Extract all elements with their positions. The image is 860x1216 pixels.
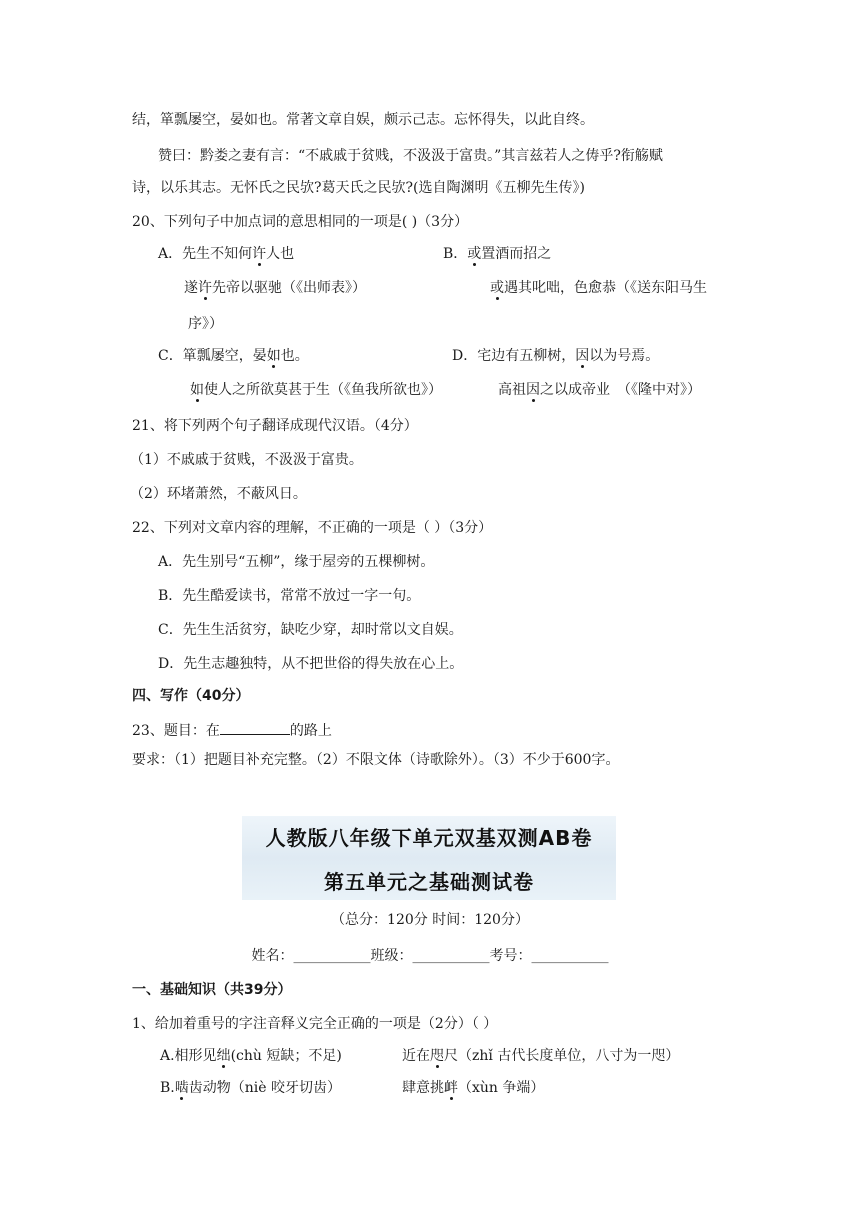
option-text: 遇其叱咄，色愈恭（《送东阳马生	[504, 280, 707, 296]
option-text: 先帝以驱驰（《出师表》）	[212, 280, 366, 296]
option-a1	[160, 1046, 342, 1066]
option-text: 肆意挑	[402, 1080, 444, 1096]
option-d1	[452, 346, 659, 366]
option-text: 以为号焉。	[589, 348, 660, 364]
option-c2	[190, 380, 442, 400]
option-text: B.	[160, 1080, 175, 1096]
option-d2	[498, 380, 701, 400]
option-text: 使人之所欲莫甚于生（《鱼我所欲也》）	[204, 382, 442, 398]
option-text: 人也	[266, 246, 295, 262]
option-a2	[184, 278, 366, 298]
question-text: 23、题目：在	[132, 723, 220, 739]
question-21-stem: 21、将下列两个句子翻译成现代汉语。（4分）	[132, 418, 418, 434]
question-23-stem	[132, 720, 332, 741]
question-21-sentence: （2）环堵萧然，不蔽风日。	[130, 486, 307, 502]
option-b2	[490, 278, 707, 298]
option-text: 齿动物（niè 咬牙切齿）	[188, 1080, 341, 1096]
passage-line: 赞曰：黔娄之妻有言：“不戚戚于贫贱，不汲汲于富贵。”其言兹若人之俦乎?衔觞赋	[158, 148, 663, 164]
banner-title: 人教版八年级下单元双基双测AB卷	[265, 826, 593, 850]
question-23-requirements: 要求：（1）把题目补充完整。（2）不限文体（诗歌除外）。（3）不少于600字。	[132, 752, 620, 768]
dotted-char: 如	[190, 382, 204, 398]
student-info-fields: 姓名：___________班级：___________考号：___________	[251, 948, 609, 964]
option-a: A．先生别号“五柳”，缘于屋旁的五棵柳树。	[158, 554, 435, 570]
dotted-char: 咫	[430, 1048, 444, 1064]
option-text: 近在	[402, 1048, 430, 1064]
option-b1	[160, 1078, 341, 1098]
question-text: 的路上	[289, 723, 332, 739]
dotted-char: 因	[575, 348, 590, 364]
dotted-char: 因	[526, 382, 540, 398]
option-b: B．先生酷爱读书，常常不放过一字一句。	[158, 588, 421, 604]
option-a2	[402, 1046, 679, 1066]
section-heading: 一、基础知识（共39分）	[132, 982, 292, 998]
option-b2-cont: 序》）	[188, 316, 223, 332]
option-text: 高祖	[498, 382, 526, 398]
option-text: 遂	[184, 280, 198, 296]
option-text: 置酒而招之	[481, 246, 552, 262]
answer-blank	[220, 720, 290, 735]
option-text: 也。	[280, 348, 309, 364]
banner-subtitle: 第五单元之基础测试卷	[324, 870, 534, 894]
score-time: （总分：120分 时间：120分）	[331, 912, 529, 928]
option-text: 尺（zhǐ 古代长度单位，八寸为一咫）	[444, 1048, 680, 1064]
option-a1	[158, 244, 294, 264]
dotted-char: 绌	[216, 1048, 231, 1064]
dotted-char: 啮	[174, 1080, 189, 1096]
option-text: D．宅边有五柳树，	[452, 348, 576, 364]
section-heading: 四、写作（40分）	[132, 688, 250, 704]
question-22-stem: 22、下列对文章内容的理解，不正确的一项是（ ）（3分）	[132, 520, 493, 536]
dotted-char: 衅	[444, 1080, 458, 1096]
passage-line: 诗，以乐其志。无怀氏之民欤?葛天氏之民欤?(选自陶渊明《五柳先生传》)	[132, 180, 585, 196]
dotted-char: 或	[467, 246, 482, 262]
option-text: 之以成帝业 （《隆中对》）	[540, 382, 701, 398]
option-text: (chù 短缺；不足)	[230, 1048, 342, 1064]
option-text: C．箪瓢屡空，晏	[158, 348, 267, 364]
option-d: D．先生志趣独特，从不把世俗的得失放在心上。	[158, 656, 464, 672]
option-text: B．	[443, 246, 468, 262]
dotted-char: 许	[198, 280, 212, 296]
question-20-stem: 20、下列句子中加点词的意思相同的一项是( )（3分）	[132, 214, 469, 230]
passage-line: 结，箪瓢屡空，晏如也。常著文章自娱，颇示己志。忘怀得失，以此自终。	[132, 112, 594, 128]
question-1-stem: 1、给加着重号的字注音释义完全正确的一项是（2分）（ ）	[132, 1016, 498, 1032]
dotted-char: 或	[490, 280, 504, 296]
option-c1	[158, 346, 309, 366]
option-b1	[443, 244, 551, 264]
dotted-char: 许	[252, 246, 267, 262]
exam-title-banner	[242, 816, 616, 900]
dotted-char: 如	[266, 348, 281, 364]
question-21-sentence: （1）不戚戚于贫贱，不汲汲于富贵。	[130, 452, 363, 468]
option-text: A．先生不知何	[158, 246, 253, 262]
option-text: A.相形见	[160, 1048, 217, 1064]
option-b2	[402, 1078, 544, 1098]
option-c: C．先生生活贫穷，缺吃少穿，却时常以文自娱。	[158, 622, 463, 638]
option-text: （xùn 争端）	[458, 1080, 545, 1096]
